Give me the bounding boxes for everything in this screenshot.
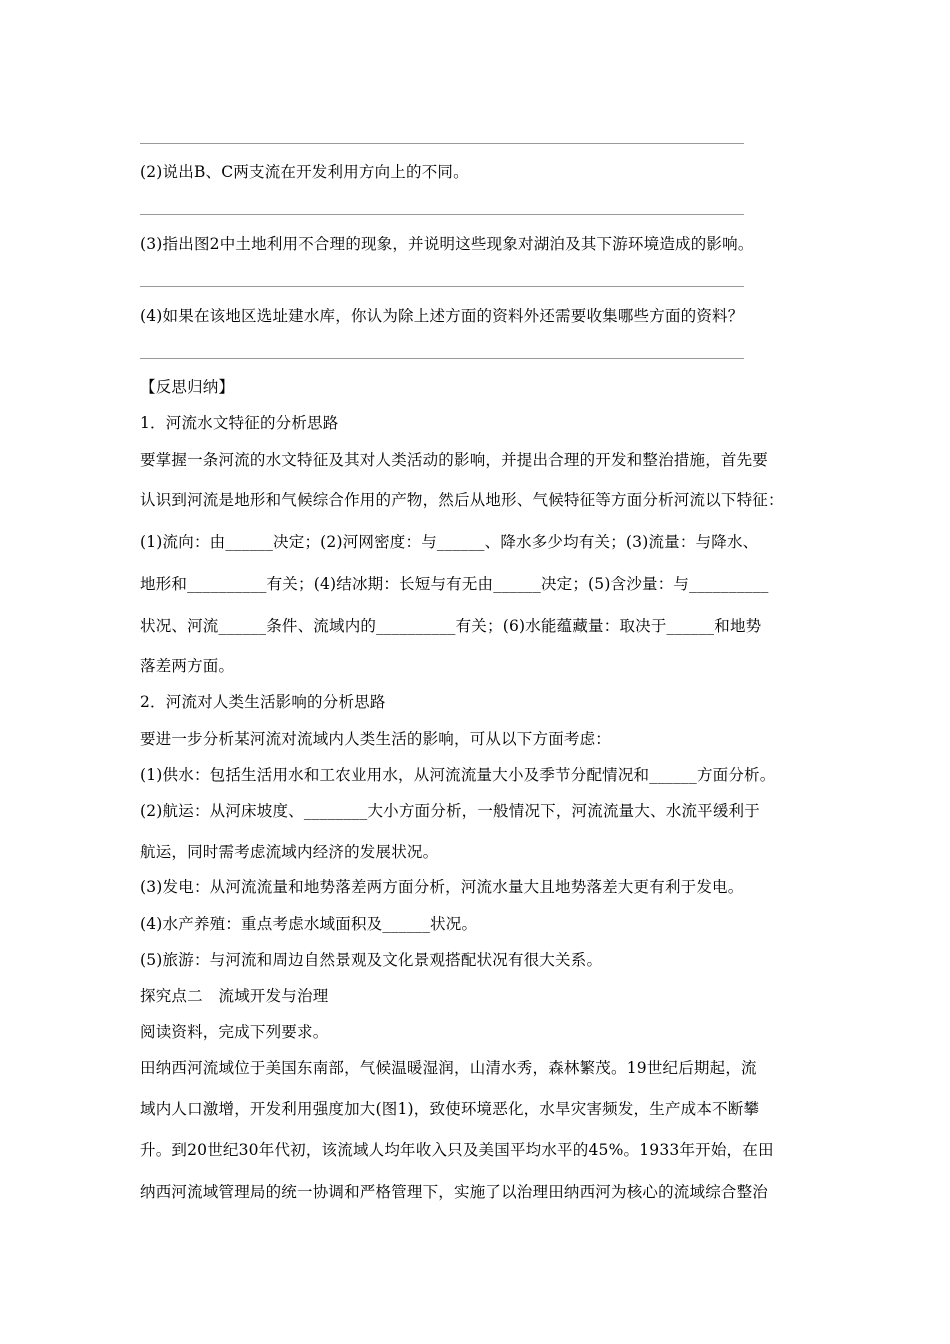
paragraph-line: (5)旅游：与河流和周边自然景观及文化景观搭配状况有很大关系。 — [140, 951, 603, 969]
question-2: (2)说出B、C两支流在开发利用方向上的不同。 — [140, 163, 469, 181]
paragraph-line: 地形和__________有关；(4)结冰期：长短与有无由______决定；(5)含沙量：与__________ — [140, 575, 769, 593]
inquiry-title: 探究点二 流域开发与治理 — [140, 987, 329, 1005]
paragraph-line: 落差两方面。 — [140, 657, 235, 675]
paragraph-line: (4)水产养殖：重点考虑水域面积及______状况。 — [140, 915, 478, 933]
paragraph-line: 状况、河流______条件、流域内的__________有关；(6)水能蕴藏量：取决于______和地势 — [140, 617, 762, 635]
question-3: (3)指出图2中土地利用不合理的现象，并说明这些现象对湖泊及其下游环境造成的影响。 — [140, 235, 754, 253]
paragraph-line: 域内人口激增，开发利用强度加大(图1)，致使环境恶化，水旱灾害频发，生产成本不断攀 — [140, 1100, 760, 1118]
paragraph-line: 纳西河流域管理局的统一协调和严格管理下，实施了以治理田纳西河为核心的流域综合整治 — [140, 1183, 769, 1201]
paragraph-line: 航运，同时需考虑流域内经济的发展状况。 — [140, 843, 439, 861]
paragraph-line: 升。到20世纪30年代初，该流域人均年收入只及美国平均水平的45%。1933年开始，在田 — [140, 1141, 774, 1159]
inquiry-instruction: 阅读资料，完成下列要求。 — [140, 1023, 329, 1041]
paragraph-line: 田纳西河流域位于美国东南部，气候温暖湿润，山清水秀，森林繁茂。19世纪后期起，流 — [140, 1059, 757, 1077]
answer-line[interactable] — [140, 286, 744, 287]
section-1-title: 1．河流水文特征的分析思路 — [140, 414, 339, 432]
paragraph-line: (1)流向：由______决定；(2)河网密度：与______、降水多少均有关；(3)流量：与降水、 — [140, 533, 759, 551]
answer-line[interactable] — [140, 143, 744, 144]
reflection-heading: 【反思归纳】 — [140, 378, 235, 396]
answer-line[interactable] — [140, 214, 744, 215]
paragraph-line: (1)供水：包括生活用水和工农业用水，从河流流量大小及季节分配情况和______方面分析。 — [140, 766, 776, 784]
paragraph-line: 认识到河流是地形和气候综合作用的产物，然后从地形、气候特征等方面分析河流以下特征： — [140, 491, 784, 509]
section-2-title: 2．河流对人类生活影响的分析思路 — [140, 693, 386, 711]
paragraph-line: 要进一步分析某河流对流域内人类生活的影响，可从以下方面考虑： — [140, 730, 612, 748]
question-4: (4)如果在该地区选址建水库，你认为除上述方面的资料外还需要收集哪些方面的资料？ — [140, 307, 744, 325]
paragraph-line: (2)航运：从河床坡度、________大小方面分析，一般情况下，河流流量大、水流平缓利于 — [140, 802, 760, 820]
answer-line[interactable] — [140, 358, 744, 359]
paragraph-line: 要掌握一条河流的水文特征及其对人类活动的影响，并提出合理的开发和整治措施，首先要 — [140, 451, 769, 469]
paragraph-line: (3)发电：从河流流量和地势落差两方面分析，河流水量大且地势落差大更有利于发电。 — [140, 878, 744, 896]
